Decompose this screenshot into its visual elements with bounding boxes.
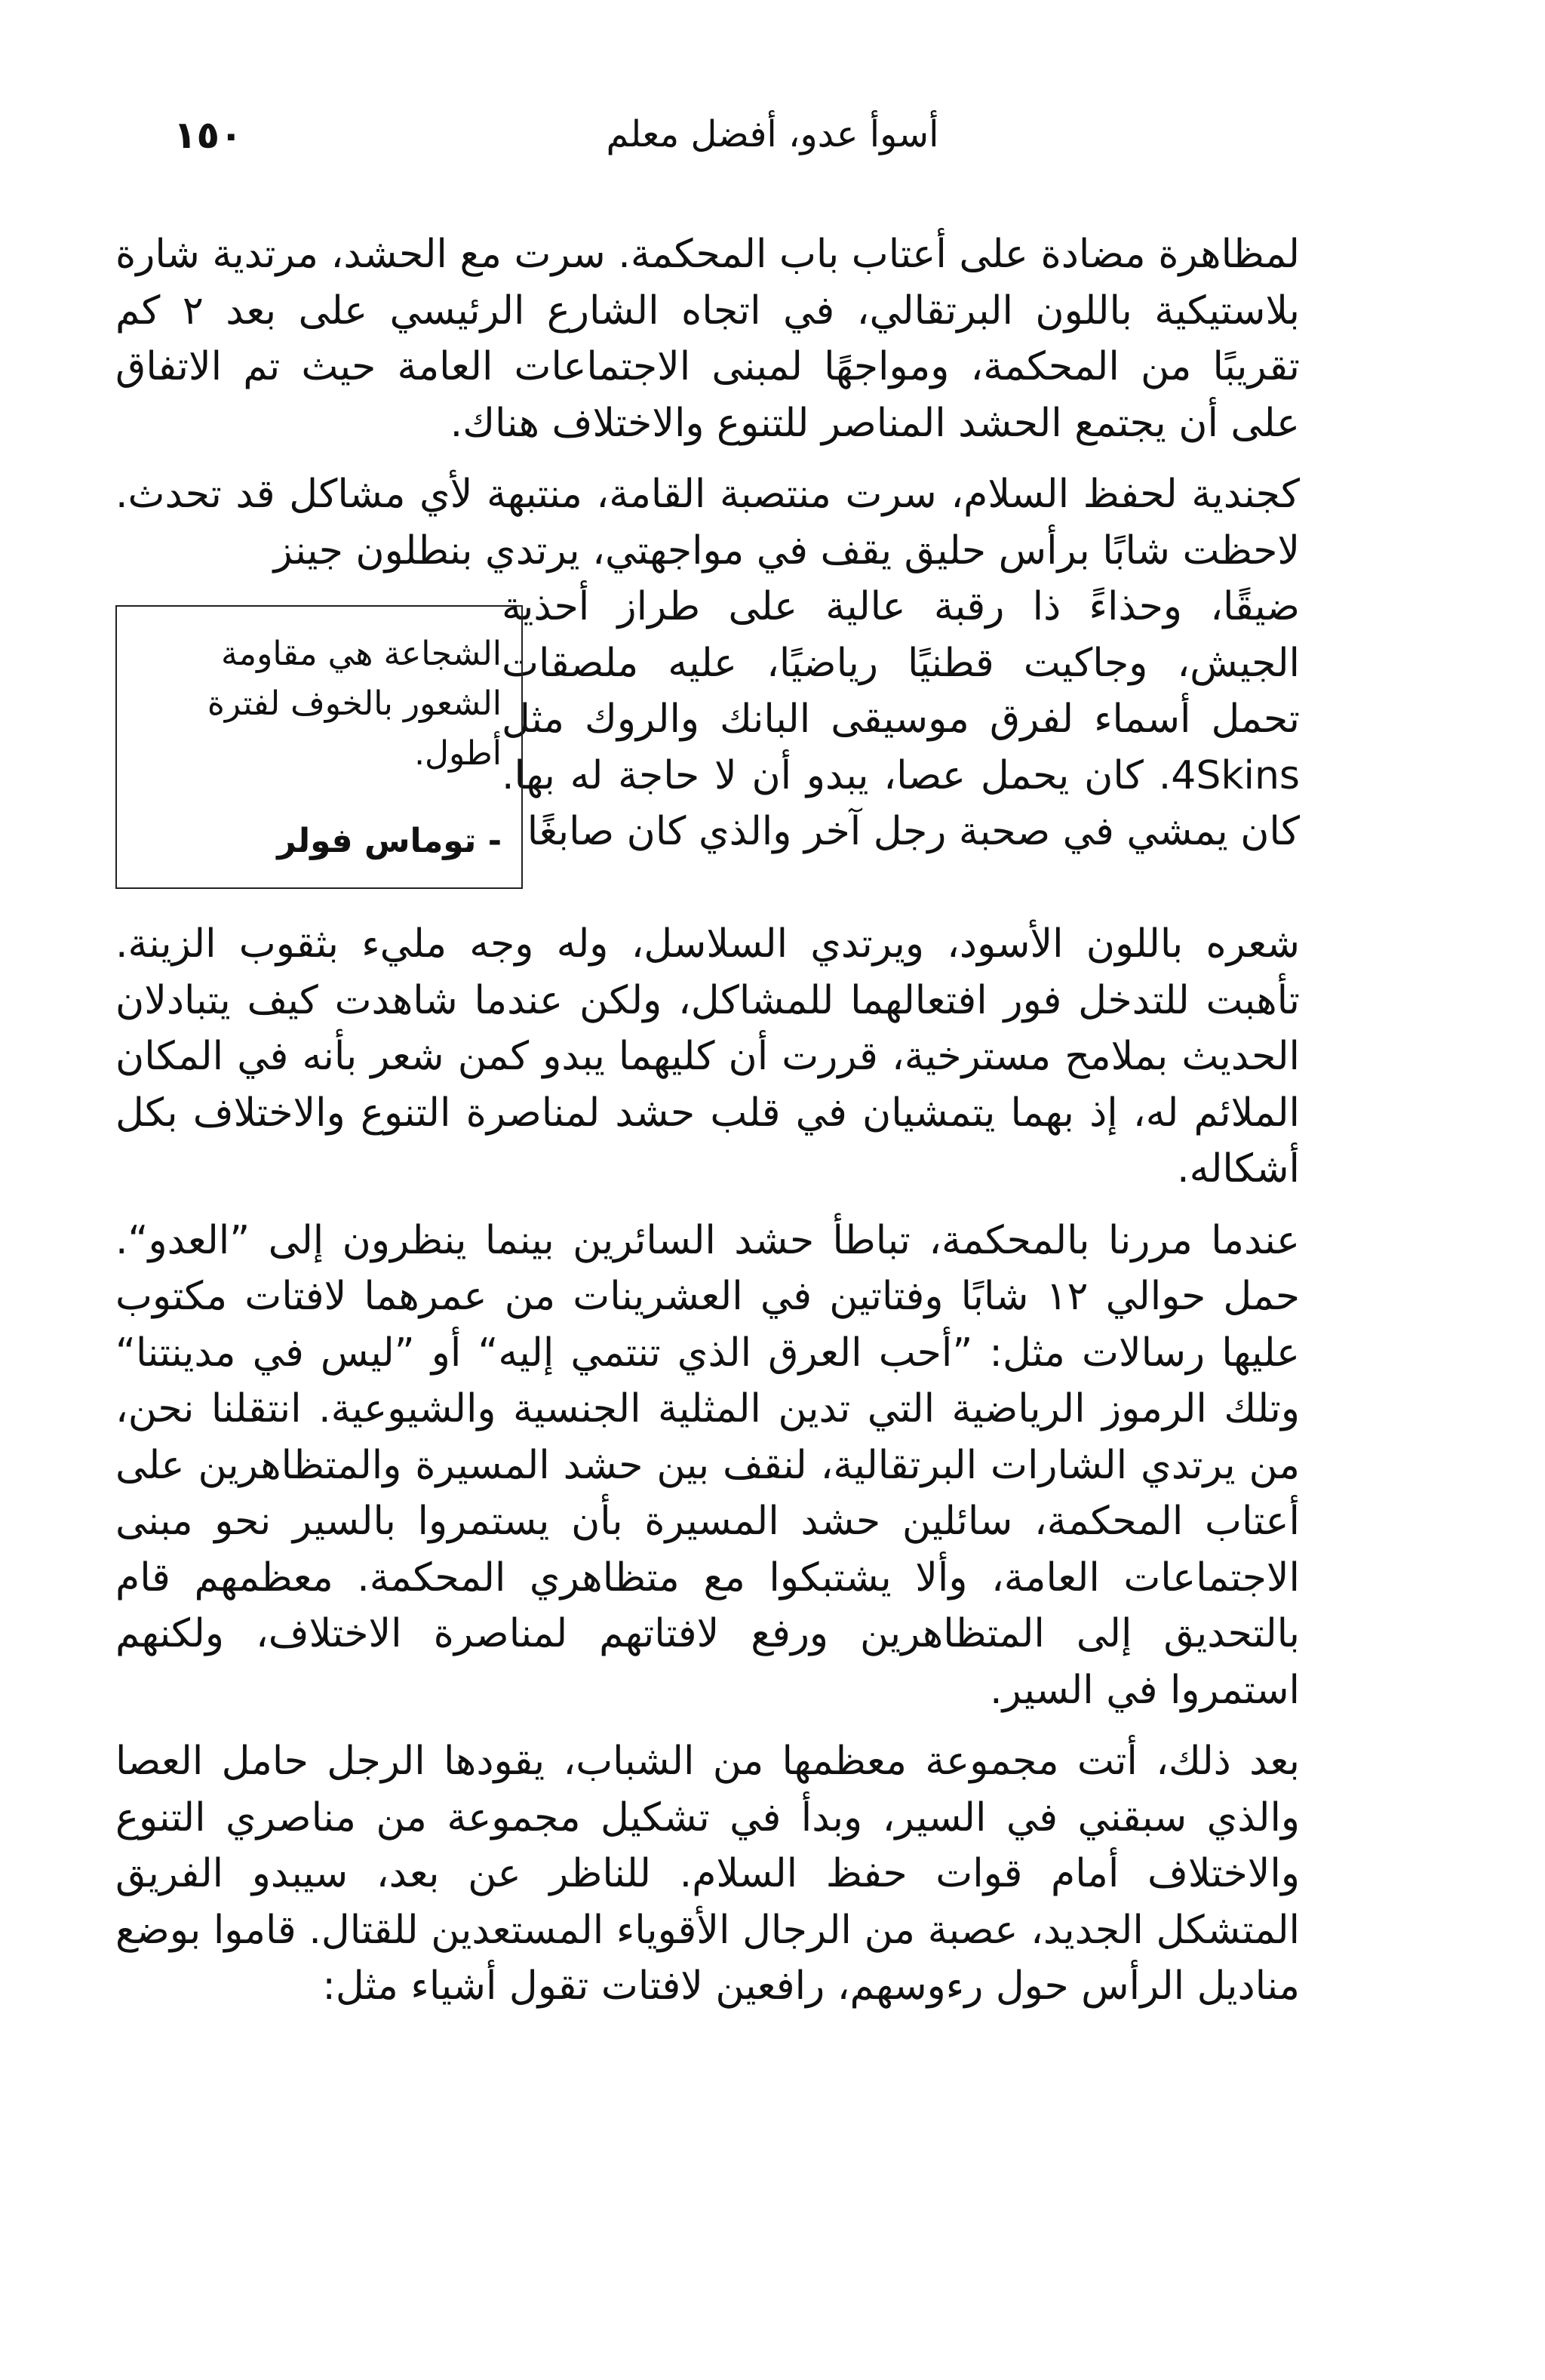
page-number: ١٥٠ bbox=[174, 113, 243, 157]
paragraph-2-intro: كجندية لحفظ السلام، سرت منتصبة القامة، منتبهة لأي مشاكل قد تحدث. لاحظت شابًا برأس حليق يقف في مواجهتي، يرتدي بنطلون جينز bbox=[115, 472, 1300, 573]
running-title: أسوأ عدو، أفضل معلم bbox=[606, 113, 939, 155]
paragraph-2-with-pull-quote bbox=[115, 579, 1300, 916]
running-header bbox=[113, 113, 1432, 166]
body-text bbox=[115, 226, 1300, 2030]
paragraph-1: لمظاهرة مضادة على أعتاب باب المحكمة. سرت مع الحشد، مرتدية شارة بلاستيكية باللون البرتقالي، في اتجاه الشارع الرئيسي على بعد ٢ كم تقريبًا من المحكمة، ومواجهًا لمبنى الاجتماعات العامة حيث تم الاتفاق على أن يجتمع الحشد المناصر للتنوع والاختلاف هناك. bbox=[115, 232, 1300, 446]
pull-quote-text: الشجاعة هي مقاومة الشعور بالخوف لفترة أطول. bbox=[207, 635, 502, 773]
paragraph-2-beside-quote: ضيقًا، وحذاءً ذا رقبة عالية على طراز أحذية الجيش، وجاكيت قطنيًا رياضيًا، عليه ملصقات تحمل أسماء لفرق موسيقى البانك والروك مثل 4Skins. كان يحمل عصا، يبدو أن لا حاجة له بها. كان يمشي في صحبة رجل آخر والذي كان صابغًا bbox=[502, 584, 1300, 854]
pull-quote-box bbox=[115, 605, 523, 889]
pull-quote-author: - توماس فولر bbox=[277, 822, 502, 860]
paragraph-3: عندما مررنا بالمحكمة، تباطأ حشد السائرين بينما ينظرون إلى ”العدو“. حمل حوالي ١٢ شابًا وفتاتين في العشرينات من عمرهما لافتات مكتوب عليها رسالات مثل: ”أحب العرق الذي تنتمي إليه“ أو ”ليس في مدينتنا“ وتلك الرموز الرياضية التي تدين المثلية الجنسية والشيوعية. انتقلنا نحن، من يرتدي الشارات البرتقالية، لنقف بين حشد المسيرة والمتظاهرين على أعتاب المحكمة، سائلين حشد المسيرة بأن يستمروا بالسير نحو مبنى الاجتماعات العامة، وألا يشتبكوا مع متظاهري المحكمة. معظمهم قام بالتحديق إلى المتظاهرين ورفع لافتاتهم لمناصرة الاختلاف، ولكنهم استمروا في السير. bbox=[115, 1217, 1300, 1713]
paragraph-4: بعد ذلك، أتت مجموعة معظمها من الشباب، يقودها الرجل حامل العصا والذي سبقني في السير، وبدأ في تشكيل مجموعة من مناصري التنوع والاختلاف أمام قوات حفظ السلام. للناظر عن بعد، سيبدو الفريق المتشكل الجديد، عصبة من الرجال الأقوياء المستعدين للقتال. قاموا بوضع مناديل الرأس حول رءوسهم، رافعين لافتات تقول أشياء مثل: bbox=[115, 1739, 1300, 2009]
paragraph-2-rest: شعره باللون الأسود، ويرتدي السلاسل، وله وجه مليء بثقوب الزينة. تأهبت للتدخل فور افتعالهما للمشاكل، ولكن عندما شاهدت كيف يتبادلان الحديث بملامح مسترخية، قررت أن كليهما يبدو كمن شعر بأنه في المكان الملائم له، إذ بهما يتمشيان في قلب حشد لمناصرة التنوع والاختلاف بكل أشكاله. bbox=[115, 921, 1300, 1192]
